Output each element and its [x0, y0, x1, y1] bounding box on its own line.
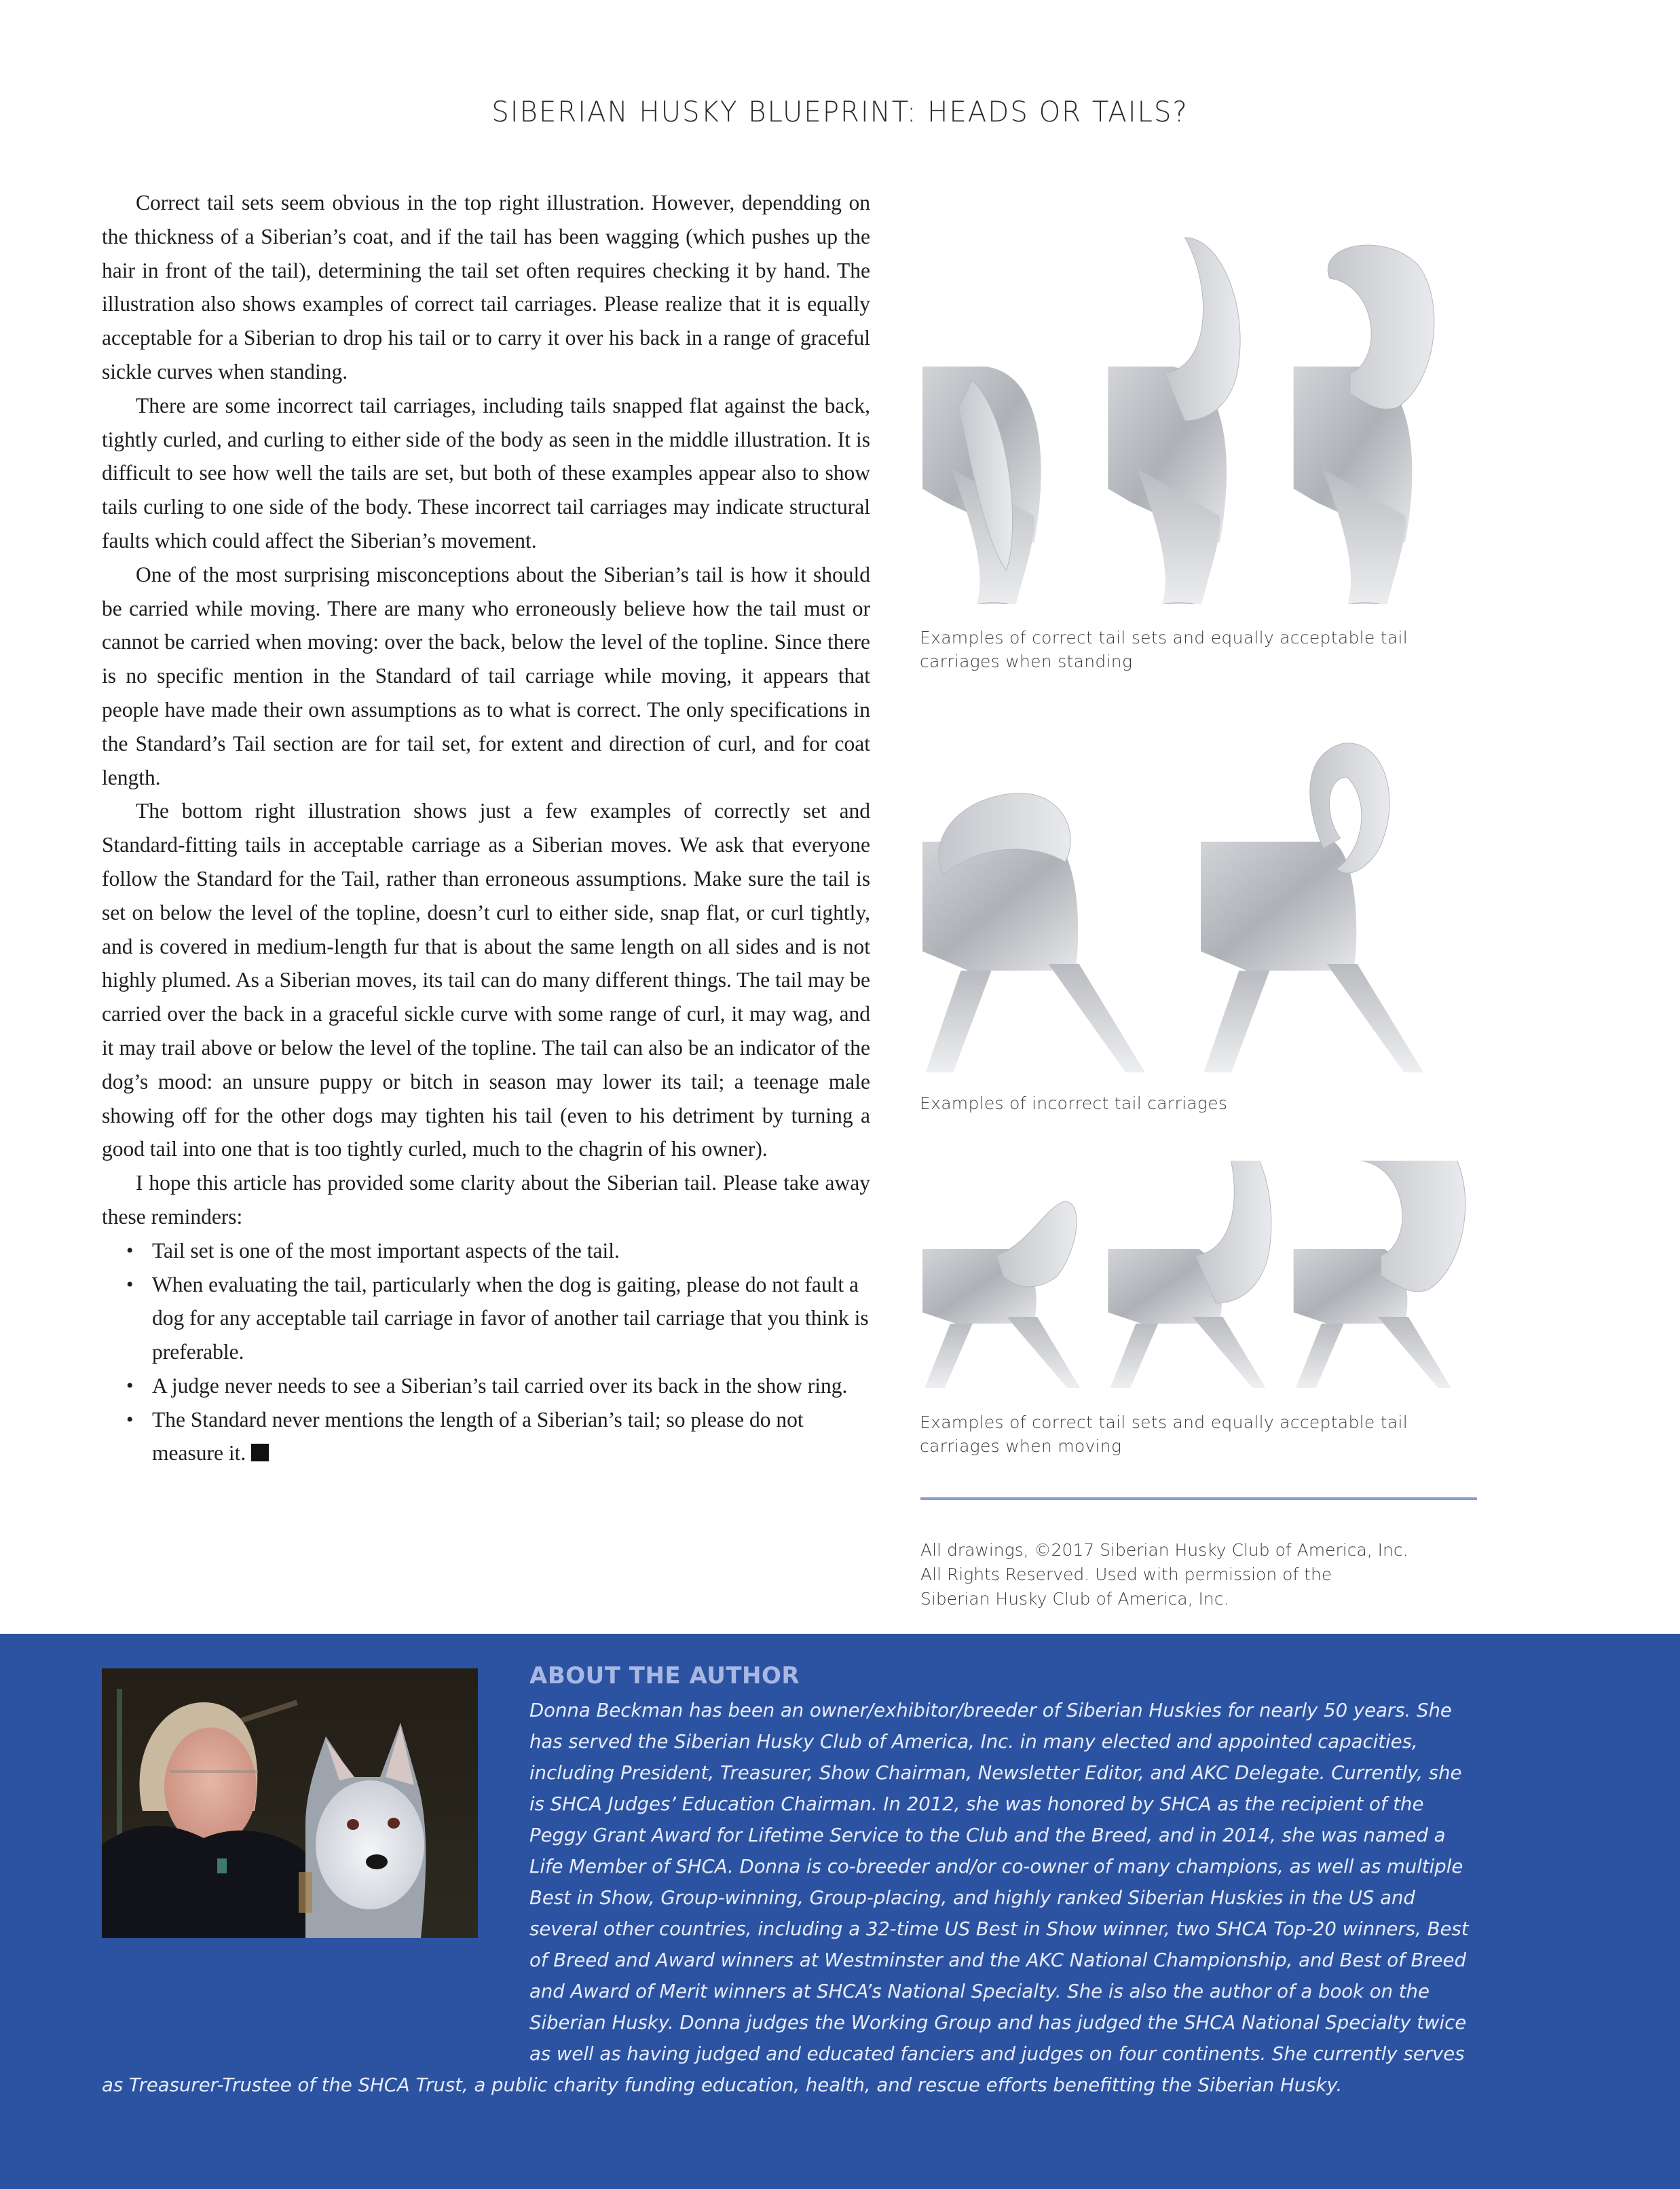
- about-the-author-section: [0, 1634, 1680, 2189]
- front-hind-leg: [1296, 1324, 1344, 1388]
- husky-curled-over-tail-drawing: [1294, 1161, 1466, 1388]
- husky-snapped-flat-tail-drawing: [922, 793, 1145, 1072]
- figure-caption: Examples of correct tail sets and equally acceptable tail carriages when standing: [920, 628, 1408, 671]
- figure-caption: Examples of correct tail sets and equally acceptable tail carriages when moving: [920, 1412, 1408, 1456]
- figure-standing-tails: [920, 190, 1476, 673]
- husky-sickle-tail-drawing: [1108, 238, 1240, 604]
- article-body: [102, 186, 870, 1470]
- illustration-standing-tails: [920, 190, 1476, 604]
- husky-tight-curl-tail-drawing: [1201, 743, 1423, 1072]
- husky-sickle-tail-drawing: [1108, 1161, 1271, 1388]
- article-paragraph: One of the most surprising misconceptions about the Siberian’s tail is how it should be carried while moving. There are many who erroneously believe how the tail must or cannot be carried when moving: over the back, below the level of the topline. Since there is no specific mention in the Standard of tail carriage while moving, it appears that people have made their own assumptions as to what is correct. The only specifications in the Standard’s Tail section are for tail set, for extent and direction of curl, and for coat length.: [102, 562, 870, 789]
- article-paragraph: I hope this article has provided some clarity about the Siberian tail. Please take away these reminders:: [102, 1171, 870, 1229]
- hindquarter-body: [1201, 842, 1356, 971]
- reminder-item: • When evaluating the tail, particularly when the dog is gaiting, please do not fault a dog for any acceptable tail carriage in favor of another tail carriage that you think is preferable.: [152, 1268, 870, 1369]
- credit-line: All Rights Reserved. Used with permission of the: [920, 1565, 1332, 1584]
- figure-incorrect-tails: [920, 740, 1476, 1115]
- tail-sickle: [1195, 1161, 1271, 1303]
- about-the-author-heading: ABOUT THE AUTHOR: [529, 1662, 800, 1689]
- credit-line: All drawings, ©2017 Siberian Husky Club of America, Inc.: [920, 1540, 1408, 1560]
- husky-trailing-tail-drawing: [922, 1201, 1080, 1388]
- front-hind-leg: [926, 971, 992, 1072]
- figure-moving-tails: [920, 1161, 1476, 1458]
- author-bio: Donna Beckman has been an owner/exhibitor/breeder of Siberian Huskies for nearly 50 years. She has served the Siberian Husky Club of America, Inc. in many elected and appointed capacities, including President, Treasurer, Show Chairman, Newsletter Editor, and AKC Delegate. Currently, she is SHCA Judges’ Education Chairman. In 2012, she was honored by SHCA as the recipient of the Peggy Grant Award for Lifetime Service to the Club and the Breed, and in 2014, she was named a Life Member of SHCA. Donna is co-breeder and/or co-owner of many champions, as well as multiple Best in Show, Group-winning, Group-placing, and highly ranked Siberian Huskies in the US and several other countries, including a 32-time US Best in Show winner, two SHCA Top-20 winners, Best of Breed and Award winners at Westminster and the AKC National Championship, and Best of Breed and Award of Merit winners at SHCA’s National Specialty. She is also the author of a book on the Siberian Husky. Donna judges the Working Group and has judged the SHCA National Specialty twice as well as having judged and educated fanciers and judges on four continents. She currently serves as Treasurer-Trustee of the SHCA Trust, a public charity funding education, health, and rescue efforts benefitting the Siberian Husky.: [102, 1700, 1469, 2096]
- husky-curled-over-tail-drawing: [1294, 245, 1434, 604]
- front-hind-leg: [1204, 971, 1270, 1072]
- page-title: SIBERIAN HUSKY BLUEPRINT: HEADS OR TAILS?: [491, 95, 1189, 128]
- tail-sickle: [1165, 238, 1241, 421]
- article-paragraph: The bottom right illustration shows just a few examples of correctly set and Standard-fitting tails in acceptable carriage as a Siberian moves. We ask that everyone follow the Standard for the Tail, rather than erroneous assumptions. Make sure the tail is set on below the level of the topline, doesn’t curl to either side, snap flat, or curl tightly, and is covered in medium-length fur that is about the same length on all sides and is not highly plumed. As a Siberian moves, its tail can do many different things. The tail may be carried over the back in a graceful sickle curve with some range of curl, it may wag, and it may trail above or below the level of the topline. The tail can also be an indicator of the dog’s mood: an unsure puppy or bitch in season may lower its tail; a teenage male showing off for the other dogs may tighten his tail (even to his detriment by turning a good tail into one that is too tightly curled, much to the chagrin of his owner).: [102, 799, 870, 1161]
- article-paragraph: Correct tail sets seem obvious in the top right illustration. However, dependding on the thickness of a Siberian’s coat, and if the tail has been wagging (which pushes up the hair in front of the tail), determining the tail set often requires checking it by hand. The illustration also shows examples of correct tail carriages. Please realize that it is equally acceptable for a Siberian to drop his tail or to carry it over his back in a range of graceful sickle curves when standing.: [102, 191, 870, 383]
- end-of-article-square-icon: [251, 1444, 269, 1461]
- front-hind-leg: [1110, 1324, 1159, 1388]
- reminder-item: • A judge never needs to see a Siberian’s tail carried over its back in the show ring.: [152, 1369, 870, 1403]
- reminder-item: • Tail set is one of the most important aspects of the tail.: [152, 1234, 870, 1268]
- front-hind-leg: [925, 1324, 973, 1388]
- illustration-incorrect-tails: [920, 740, 1476, 1079]
- rear-hind-leg: [1192, 1317, 1265, 1388]
- rear-hind-leg: [1327, 964, 1424, 1072]
- credit-line: Siberian Husky Club of America, Inc.: [920, 1589, 1229, 1609]
- tail-trailing: [996, 1201, 1077, 1287]
- reminders-list: [102, 1234, 870, 1471]
- credits-divider: [920, 1497, 1477, 1500]
- rear-hind-leg: [1007, 1317, 1080, 1388]
- reminder-item: • The Standard never mentions the length of a Siberian’s tail; so please do not measure it.: [152, 1403, 870, 1471]
- rear-hind-leg: [1049, 964, 1146, 1072]
- illustration-moving-tails: [920, 1161, 1476, 1391]
- illustration-credits: [920, 1538, 1477, 1611]
- figure-caption: Examples of incorrect tail carriages: [920, 1093, 1228, 1113]
- article-paragraph: There are some incorrect tail carriages, including tails snapped flat against the back, tightly curled, and curling to either side of the body as seen in the middle illustration. It is difficult to see how well the tails are set, but both of these examples appear also to show tails curling to one side of the body. These incorrect tail carriages may indicate structural faults which could affect the Siberian’s movement.: [102, 393, 870, 553]
- rear-hind-leg: [1378, 1317, 1451, 1388]
- husky-dropped-tail-drawing: [922, 367, 1041, 604]
